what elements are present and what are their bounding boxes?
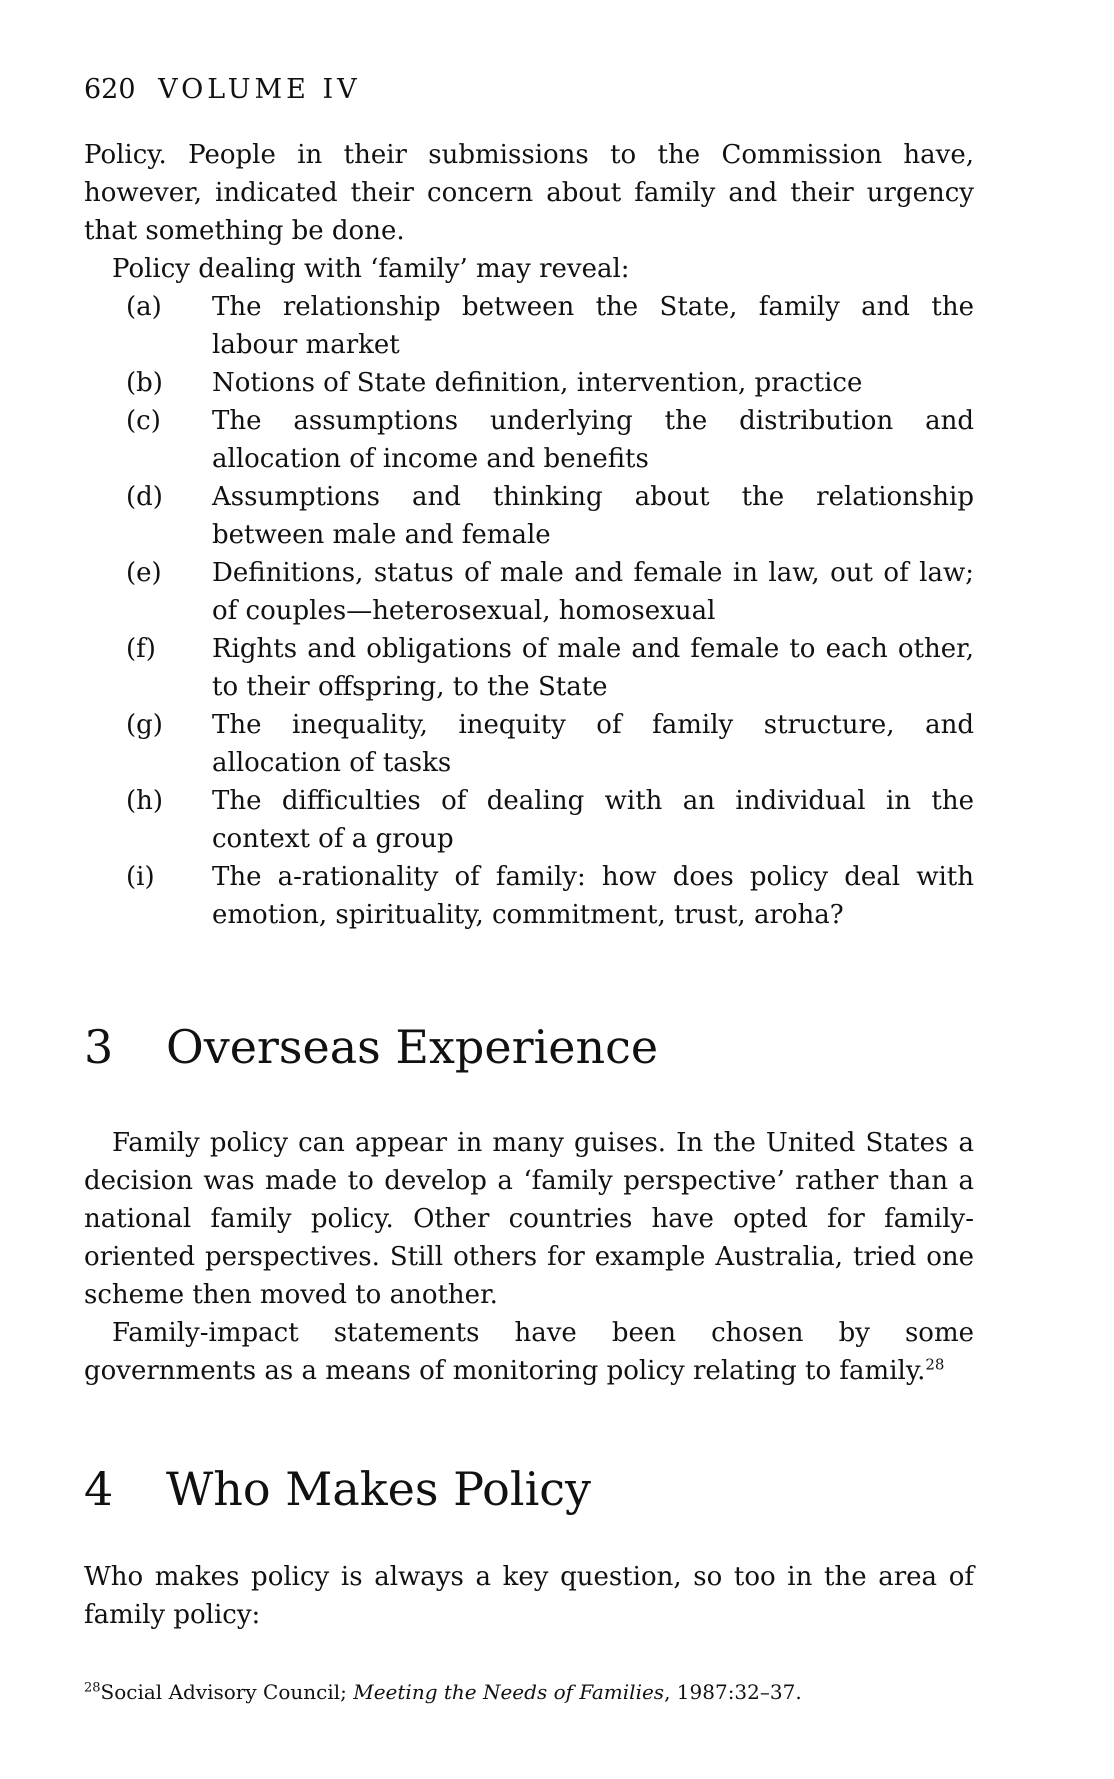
list-item-label: (g) — [126, 710, 163, 740]
list-item-text: The assumptions underlying the distribution and allocation of income and benefits — [212, 406, 974, 474]
running-head — [84, 74, 361, 105]
section-3-paragraph-2 — [84, 1314, 974, 1390]
list-item-text: Notions of State definition, intervention, practice — [212, 368, 863, 398]
list-item-label: (f) — [126, 634, 156, 664]
list-item-text: The a-rationality of family: how does policy deal with emotion, spirituality, commitment, trust, aroha? — [212, 862, 974, 930]
footnote-title: Meeting the Needs of Families — [353, 1680, 665, 1704]
footnote-ref-28[interactable]: 28 — [925, 1355, 945, 1374]
list-item-text: The relationship between the State, family and the labour market — [212, 292, 974, 360]
section-3-paragraph-1: Family policy can appear in many guises. In the United States a decision was made to develop a ‘family perspective’ rather than a national family policy. Other countries have opted for family-oriented perspectives. Still others for example Australia, tried one scheme then moved to another. — [84, 1128, 974, 1310]
list-item-text: The inequality, inequity of family structure, and allocation of tasks — [212, 710, 974, 778]
list-item-label: (e) — [126, 558, 162, 588]
list-item — [84, 554, 974, 630]
reveal-list — [84, 288, 974, 934]
list-item — [84, 478, 974, 554]
list-item-label: (c) — [126, 406, 161, 436]
list-item — [84, 364, 974, 402]
list-item — [84, 630, 974, 706]
list-item-label: (a) — [126, 292, 162, 322]
section-3-title: Overseas Experience — [166, 1020, 659, 1074]
footnote-rest: , 1987:32–37. — [664, 1680, 802, 1704]
list-item-label: (d) — [126, 482, 163, 512]
list-intro-paragraph: Policy dealing with ‘family’ may reveal: — [112, 254, 630, 284]
section-4-number: 4 — [84, 1462, 114, 1516]
footnote-source: Social Advisory Council; — [100, 1680, 354, 1704]
list-item-label: (i) — [126, 862, 155, 892]
section-4-heading — [84, 1462, 591, 1516]
footnote-28 — [84, 1680, 802, 1704]
list-item — [84, 858, 974, 934]
volume-label: VOLUME IV — [158, 74, 361, 105]
list-item — [84, 782, 974, 858]
section-3-body — [84, 1124, 974, 1390]
list-item-text: Assumptions and thinking about the relationship between male and female — [212, 482, 974, 550]
list-item-label: (b) — [126, 368, 163, 398]
list-item-text: Definitions, status of male and female in law, out of law; of couples—heterosexual, homosexual — [212, 558, 974, 626]
list-item — [84, 402, 974, 478]
list-item-label: (h) — [126, 786, 164, 816]
section-3-number: 3 — [84, 1020, 114, 1074]
section-4-body — [84, 1558, 974, 1634]
intro-block — [84, 136, 974, 934]
intro-paragraph: Policy. People in their submissions to the Commission have, however, indicated their concern about family and their urgency that something be done. — [84, 140, 974, 246]
page-number: 620 — [84, 74, 136, 105]
section-4-paragraph-1: Who makes policy is always a key question, so too in the area of family policy: — [84, 1562, 974, 1630]
list-item-text: Rights and obligations of male and female to each other, to their offspring, to the State — [212, 634, 974, 702]
list-item — [84, 288, 974, 364]
section-3-heading — [84, 1020, 658, 1074]
section-4-title: Who Makes Policy — [166, 1462, 592, 1516]
list-item — [84, 706, 974, 782]
footnote-number: 28 — [84, 1680, 101, 1696]
list-item-text: The difficulties of dealing with an individual in the context of a group — [212, 786, 974, 854]
section-3-paragraph-2-text: Family-impact statements have been chosen by some governments as a means of monitoring policy relating to family. — [84, 1318, 974, 1386]
